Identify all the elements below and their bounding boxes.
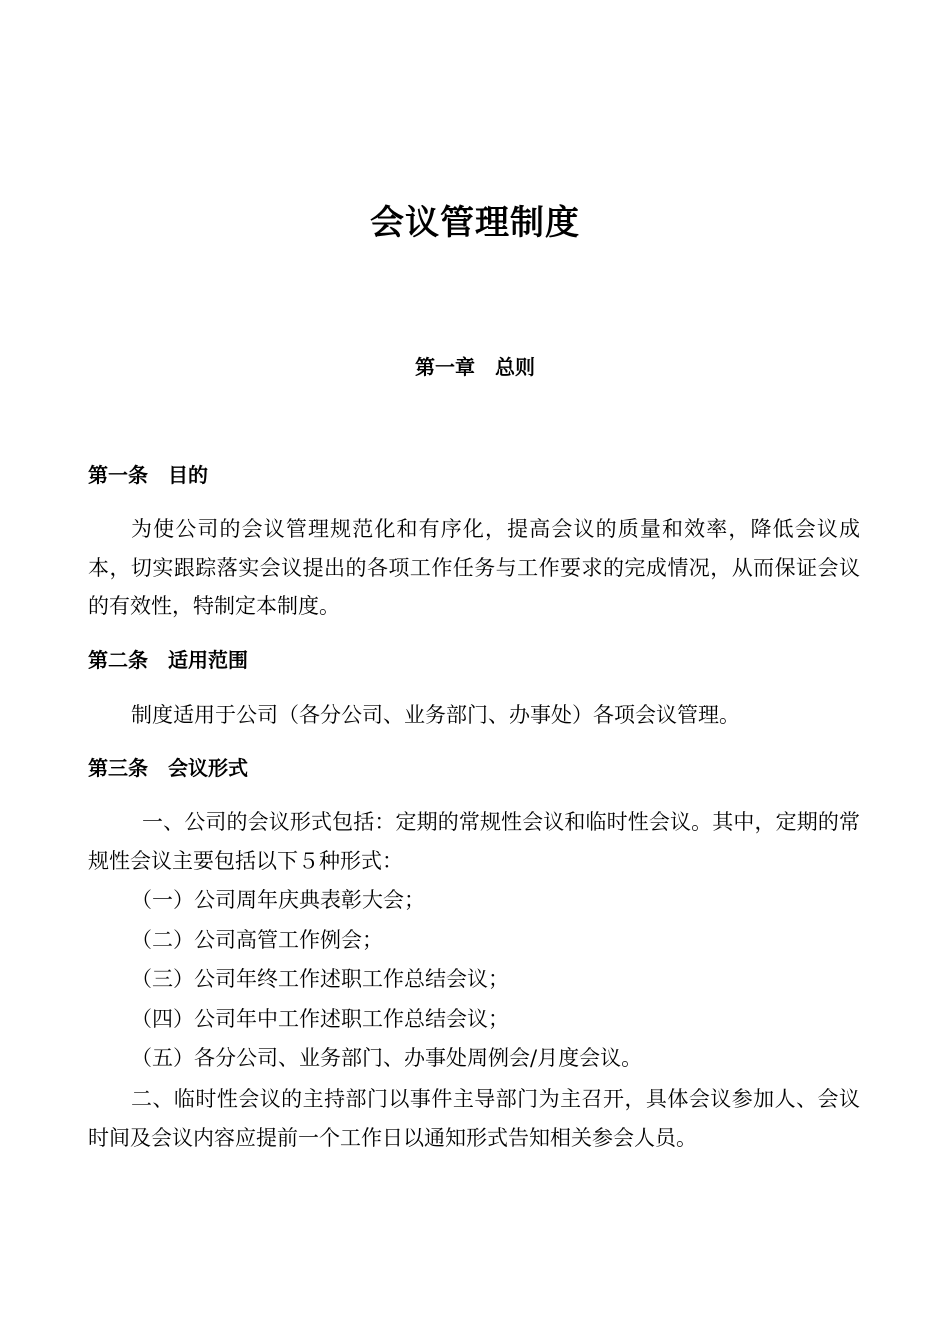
list-item: （五）各分公司、业务部门、办事处周例会/月度会议。 [131, 1046, 643, 1070]
document-title: 会议管理制度 [370, 203, 580, 243]
section-heading-purpose: 第一条 目的 [88, 463, 208, 487]
section-closing-meeting-forms: 二、临时性会议的主持部门以事件主导部门为主召开，具体会议参加人、会议时间及会议内容应提前一个工作日以通知形式告知相关参会人员。 [88, 1087, 860, 1150]
list-item: （一）公司周年庆典表彰大会； [131, 888, 425, 912]
list-item: （二）公司高管工作例会； [131, 928, 383, 952]
list-item: （三）公司年终工作述职工作总结会议； [131, 967, 509, 991]
list-item: （四）公司年中工作述职工作总结会议； [131, 1007, 509, 1031]
section-body-scope: 制度适用于公司（各分公司、业务部门、办事处）各项会议管理。 [131, 703, 740, 727]
section-intro-meeting-forms: 一、公司的会议形式包括：定期的常规性会议和临时性会议。其中，定期的常规性会议主要包括以下５种形式： [88, 810, 860, 873]
section-heading-meeting-forms: 第三条 会议形式 [88, 756, 248, 780]
chapter-title: 第一章 总则 [415, 355, 535, 379]
section-body-purpose: 为使公司的会议管理规范化和有序化，提高会议的质量和效率，降低会议成本，切实跟踪落实会议提出的各项工作任务与工作要求的完成情况，从而保证会议的有效性，特制定本制度。 [88, 517, 860, 618]
section-heading-scope: 第二条 适用范围 [88, 648, 248, 672]
